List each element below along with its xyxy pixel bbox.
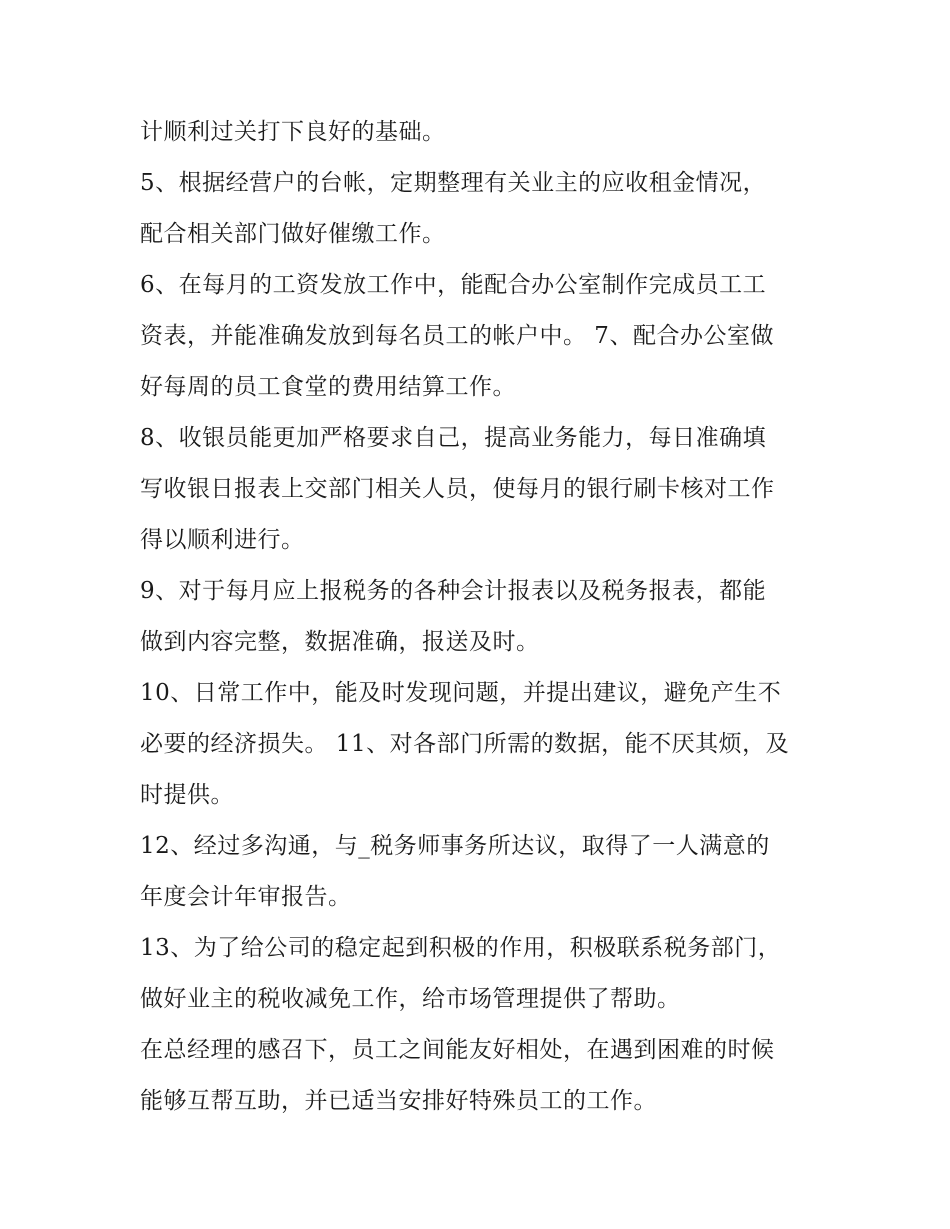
text-line: 好每周的员工食堂的费用结算工作。 <box>140 374 516 400</box>
text-line: 计顺利过关打下良好的基础。 <box>140 119 446 145</box>
text-line: 在总经理的感召下，员工之间能友好相处，在遇到困难的时候 <box>140 1037 775 1063</box>
text-line: 能够互帮互助，并已适当安排好特殊员工的工作。 <box>140 1088 657 1114</box>
text-line: 写收银日报表上交部门相关人员，使每月的银行刷卡核对工作 <box>140 476 775 502</box>
text-line: 9、对于每月应上报税务的各种会计报表以及税务报表，都能 <box>140 578 767 604</box>
text-line: 5、根据经营户的台帐，定期整理有关业主的应收租金情况， <box>140 170 767 196</box>
text-line: 必要的经济损失。 11、对各部门所需的数据，能不厌其烦，及 <box>140 731 790 757</box>
text-line: 8、收银员能更加严格要求自己，提高业务能力，每日准确填 <box>140 425 767 451</box>
text-line: 12、经过多沟通，与_税务师事务所达议，取得了一人满意的 <box>140 833 770 859</box>
document-body <box>140 107 820 1127</box>
text-line: 资表，并能准确发放到每名员工的帐户中。 7、配合办公室做 <box>140 323 774 349</box>
text-line: 做到内容完整，数据准确，报送及时。 <box>140 629 540 655</box>
text-line: 年度会计年审报告。 <box>140 884 352 910</box>
text-line: 配合相关部门做好催缴工作。 <box>140 221 446 247</box>
text-line: 做好业主的税收减免工作，给市场管理提供了帮助。 <box>140 986 681 1012</box>
text-line: 时提供。 <box>140 782 234 808</box>
text-line: 得以顺利进行。 <box>140 527 305 553</box>
text-line: 10、日常工作中，能及时发现问题，并提出建议，避免产生不 <box>140 680 782 706</box>
text-line: 13、为了给公司的稳定起到积极的作用，积极联系税务部门， <box>140 935 782 961</box>
text-line: 6、在每月的工资发放工作中，能配合办公室制作完成员工工 <box>140 272 767 298</box>
